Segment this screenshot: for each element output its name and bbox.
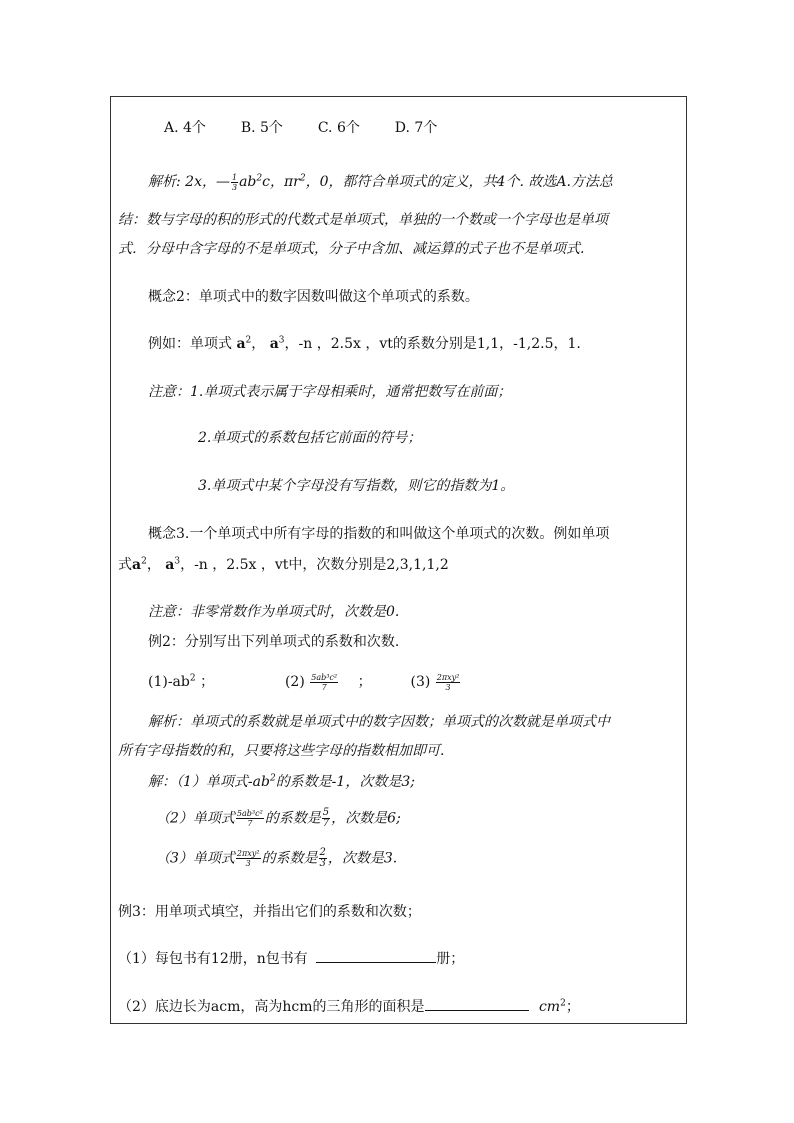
option-a: A. 4个	[164, 120, 206, 136]
example2-title: 例2：分别写出下列单项式的系数和次数.	[148, 634, 400, 650]
analysis2-line1: 解析：单项式的系数就是单项式中的数字因数；单项式的次数就是单项式中	[148, 714, 610, 730]
note-1: 注意：1.单项式表示属于字母相乘时，通常把数写在前面；	[148, 384, 512, 400]
example2-items: $(1)-ab^2$ ； (2) $\frac{\text{5ab³c²}}{7}$ ； (3) $\frac{\text{2πxy²}}{3}$	[148, 672, 460, 692]
example3-q2: （2）底边长为acm，高为hcm的三角形的面积是 $cm^2$；	[118, 996, 580, 1017]
concept3-line1: 概念3.一个单项式中所有字母的指数的和叫做这个单项式的次数。例如单项	[148, 526, 610, 542]
option-d: D. 7个	[394, 120, 438, 136]
fraction-solution-3: $\frac{\text{2πxy²}}{3}$	[236, 849, 260, 868]
analysis1-line1: 解析: 2x，— $\frac{1}{3}$ $ab^2c$，$\pi r^2$，0，都符合单项式的定义，共4个. 故选A.方法总	[148, 172, 613, 192]
analysis1-line2: 结：数与字母的积的形式的代数式是单项式，单独的一个数或一个字母也是单项	[118, 212, 608, 228]
solution-3: （3）单项式 $\frac{\text{2πxy²}}{3}$ 的系数是 $\frac{2}{3}$ ，次数是3.	[156, 847, 398, 869]
solution-2: （2）单项式 $\frac{\text{5ab³c²}}{7}$ 的系数是 $\frac{5}{7}$ ，次数是6;	[156, 807, 401, 829]
fraction-one-third: $\frac{1}{3}$	[231, 172, 238, 192]
option-list	[164, 118, 437, 138]
example3-title: 例3：用单项式填空，并指出它们的系数和次数；	[118, 904, 421, 920]
answer-blank-1[interactable]	[316, 948, 436, 963]
fraction-two-thirds: $\frac{2}{3}$	[319, 847, 326, 869]
option-c: C. 6个	[317, 120, 360, 136]
note-3: 3.单项式中某个字母没有写指数，则它的指数为1。	[198, 478, 515, 494]
concept3-line2: 式$a^2$， $a^3$，-n ，2.5x ，vt中，次数分别是2,3,1,1,2	[118, 556, 449, 573]
solution-1: 解：（1）单项式$-ab^2$的系数是-1，次数是3;	[148, 773, 415, 790]
concept2: 概念2：单项式中的数字因数叫做这个单项式的系数。	[148, 289, 479, 305]
example3-q1: （1）每包书有12册，n包书有 册；	[118, 948, 464, 969]
note-nonzero: 注意：非零常数作为单项式时，次数是0.	[148, 604, 400, 620]
option-b: B. 5个	[240, 120, 283, 136]
fraction-five-sevenths: $\frac{5}{7}$	[322, 807, 330, 829]
analysis1-line3: 式．分母中含字母的不是单项式，分子中含加、减运算的式子也不是单项式.	[118, 241, 585, 257]
analysis2-line2: 所有字母指数的和，只要将这些字母的指数相加即可.	[118, 743, 445, 759]
fraction-5ab3c2-over-7: $\frac{\text{5ab³c²}}{7}$	[311, 672, 338, 692]
fraction-2pixy2-over-3: $\frac{\text{2πxy²}}{3}$	[436, 672, 460, 692]
answer-blank-2[interactable]	[425, 996, 529, 1011]
example-coefficients: 例如：单项式 $a^2$， $a^3$，-n ，2.5x ，vt的系数分别是1,1，-1,2.5，1.	[148, 335, 581, 352]
fraction-solution-2: $\frac{\text{5ab³c²}}{7}$	[236, 809, 263, 828]
note-2: 2.单项式的系数包括它前面的符号；	[198, 430, 422, 446]
